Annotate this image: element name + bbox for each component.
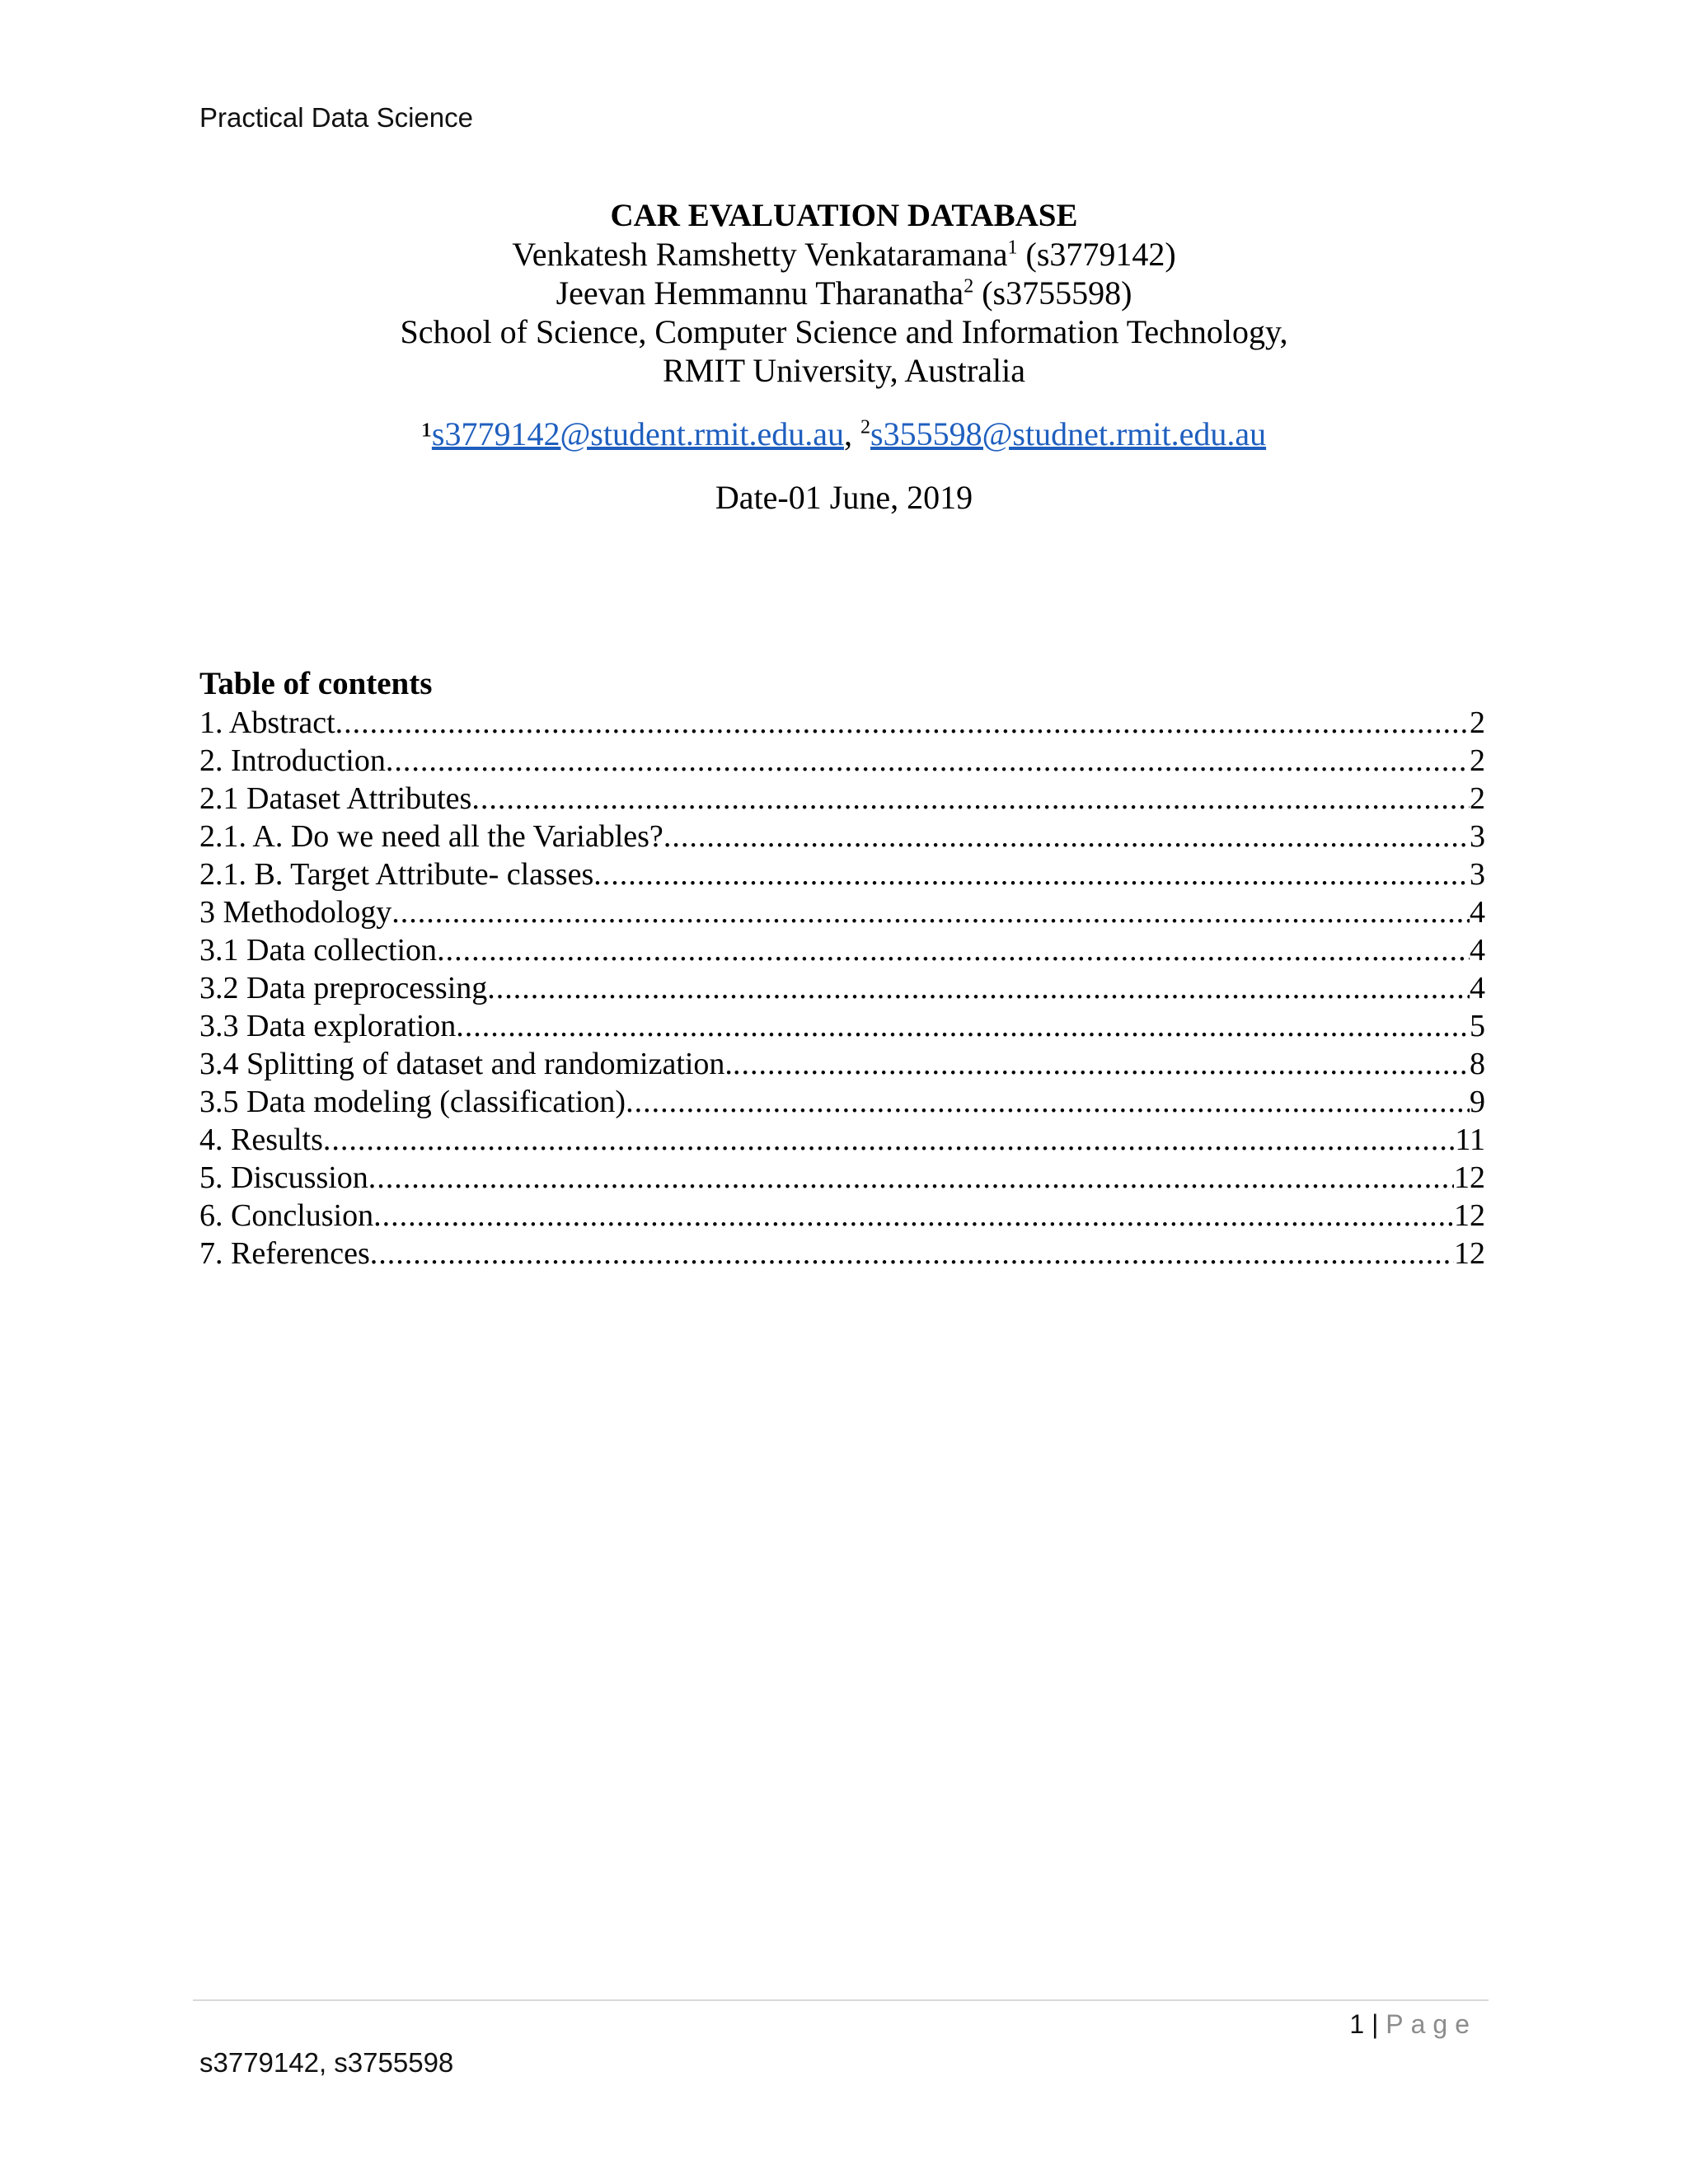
- toc-entry-page: 4: [1470, 971, 1485, 1005]
- author-1-mark: 1: [1007, 237, 1018, 259]
- toc-entry-label: 2. Introduction: [199, 743, 386, 778]
- email-1-link[interactable]: s3779142@student.rmit.edu.au: [431, 415, 844, 452]
- toc-leader-dots: [373, 1197, 1454, 1235]
- toc-entry-label: 3.4 Splitting of dataset and randomization.: [199, 1047, 733, 1081]
- toc-entry-results[interactable]: [199, 1121, 1485, 1159]
- document-title: CAR EVALUATION DATABASE: [610, 198, 1078, 233]
- email-line: [0, 415, 1688, 453]
- author-1-name: Venkatesh Ramshetty Venkataramana: [512, 236, 1008, 273]
- running-header: Practical Data Science: [199, 102, 473, 133]
- table-of-contents: [199, 664, 1485, 1272]
- author-1-line: [0, 235, 1688, 274]
- toc-entry-splitting[interactable]: [199, 1045, 1485, 1083]
- toc-entry-label: 3.3 Data exploration: [199, 1009, 457, 1043]
- toc-entry-data-modeling[interactable]: [199, 1083, 1485, 1121]
- toc-leader-dots: [392, 893, 1470, 931]
- toc-entry-methodology[interactable]: [199, 893, 1485, 931]
- toc-entry-page: 2: [1470, 743, 1485, 778]
- footer-divider: [193, 1999, 1489, 2001]
- toc-entry-label: 3.5 Data modeling (classification): [199, 1085, 626, 1119]
- toc-entry-conclusion[interactable]: [199, 1197, 1485, 1235]
- toc-leader-dots: [335, 704, 1470, 742]
- toc-entry-page: 3: [1470, 819, 1485, 854]
- toc-entry-label: 5. Discussion: [199, 1160, 368, 1195]
- page-number: [1236, 2009, 1477, 2040]
- toc-entry-page: 9: [1470, 1085, 1485, 1119]
- toc-entry-page: 2: [1470, 781, 1485, 816]
- toc-entry-label: 2.1. B. Target Attribute- classes: [199, 857, 594, 892]
- toc-leader-dots: [323, 1121, 1456, 1159]
- toc-leader-dots: [663, 818, 1470, 855]
- toc-entry-data-preprocessing[interactable]: [199, 969, 1485, 1007]
- title-block: [0, 196, 1688, 517]
- toc-entry-abstract[interactable]: [199, 704, 1485, 742]
- toc-entry-target-attribute[interactable]: [199, 855, 1485, 893]
- toc-leader-dots: [626, 1083, 1470, 1121]
- document-date: Date-01 June, 2019: [715, 479, 973, 516]
- toc-entry-label: 2.1 Dataset Attributes: [199, 781, 472, 816]
- toc-entry-dataset-attributes[interactable]: [199, 780, 1485, 818]
- toc-leader-dots: [370, 1235, 1454, 1272]
- toc-entry-page: 11: [1455, 1122, 1485, 1157]
- toc-leader-dots: [437, 931, 1470, 969]
- toc-entry-page: 2: [1470, 705, 1485, 740]
- toc-entry-page: 3: [1470, 857, 1485, 892]
- toc-entry-data-exploration[interactable]: [199, 1007, 1485, 1045]
- email-1-mark: ¹: [421, 415, 432, 452]
- author-1-id: (s3779142): [1017, 236, 1176, 273]
- affiliation-line-2: RMIT University, Australia: [663, 352, 1025, 389]
- toc-entry-references[interactable]: [199, 1235, 1485, 1272]
- toc-entry-label: 3.1 Data collection: [199, 933, 438, 968]
- page-number-value: 1: [1349, 2009, 1365, 2039]
- toc-entry-label: 7. References: [199, 1236, 370, 1271]
- author-2-name: Jeevan Hemmannu Tharanatha: [556, 274, 964, 312]
- toc-entry-variables[interactable]: [199, 818, 1485, 855]
- email-separator: ,: [844, 415, 860, 452]
- toc-entry-page: 4: [1470, 895, 1485, 930]
- toc-entry-label: 6. Conclusion: [199, 1198, 374, 1233]
- toc-entry-introduction[interactable]: [199, 742, 1485, 780]
- toc-entry-label: 2.1. A. Do we need all the Variables?: [199, 819, 663, 854]
- email-2-mark: 2: [860, 416, 870, 438]
- toc-entry-page: 4: [1470, 933, 1485, 968]
- toc-leader-dots: [593, 855, 1470, 893]
- toc-entry-page: 12: [1454, 1160, 1485, 1195]
- page-number-separator: |: [1364, 2009, 1386, 2039]
- toc-entry-discussion[interactable]: [199, 1159, 1485, 1197]
- author-2-line: [0, 274, 1688, 312]
- toc-entry-label: 3 Methodology: [199, 895, 392, 930]
- toc-leader-dots: [456, 1007, 1470, 1045]
- email-2-link[interactable]: s355598@studnet.rmit.edu.au: [870, 415, 1267, 452]
- toc-entry-label: 3.2 Data preprocessing: [199, 971, 488, 1005]
- toc-entry-label: 1. Abstract: [199, 705, 335, 740]
- toc-entry-page: 12: [1454, 1236, 1485, 1271]
- affiliation-line-1: School of Science, Computer Science and Information Technology,: [400, 313, 1288, 350]
- author-2-id: (s3755598): [973, 274, 1132, 312]
- toc-entry-page: 8: [1470, 1047, 1485, 1081]
- footer-student-ids: s3779142, s3755598: [199, 2047, 454, 2078]
- page-word: Page: [1386, 2009, 1477, 2039]
- toc-leader-dots: [733, 1045, 1470, 1083]
- toc-entry-page: 12: [1454, 1198, 1485, 1233]
- toc-entry-page: 5: [1470, 1009, 1485, 1043]
- toc-leader-dots: [471, 780, 1470, 818]
- author-2-mark: 2: [964, 275, 974, 298]
- toc-leader-dots: [368, 1159, 1454, 1197]
- toc-entry-label: 4. Results: [199, 1122, 323, 1157]
- toc-leader-dots: [386, 742, 1470, 780]
- toc-heading: Table of contents: [199, 666, 433, 701]
- toc-entry-data-collection[interactable]: [199, 931, 1485, 969]
- toc-leader-dots: [487, 969, 1470, 1007]
